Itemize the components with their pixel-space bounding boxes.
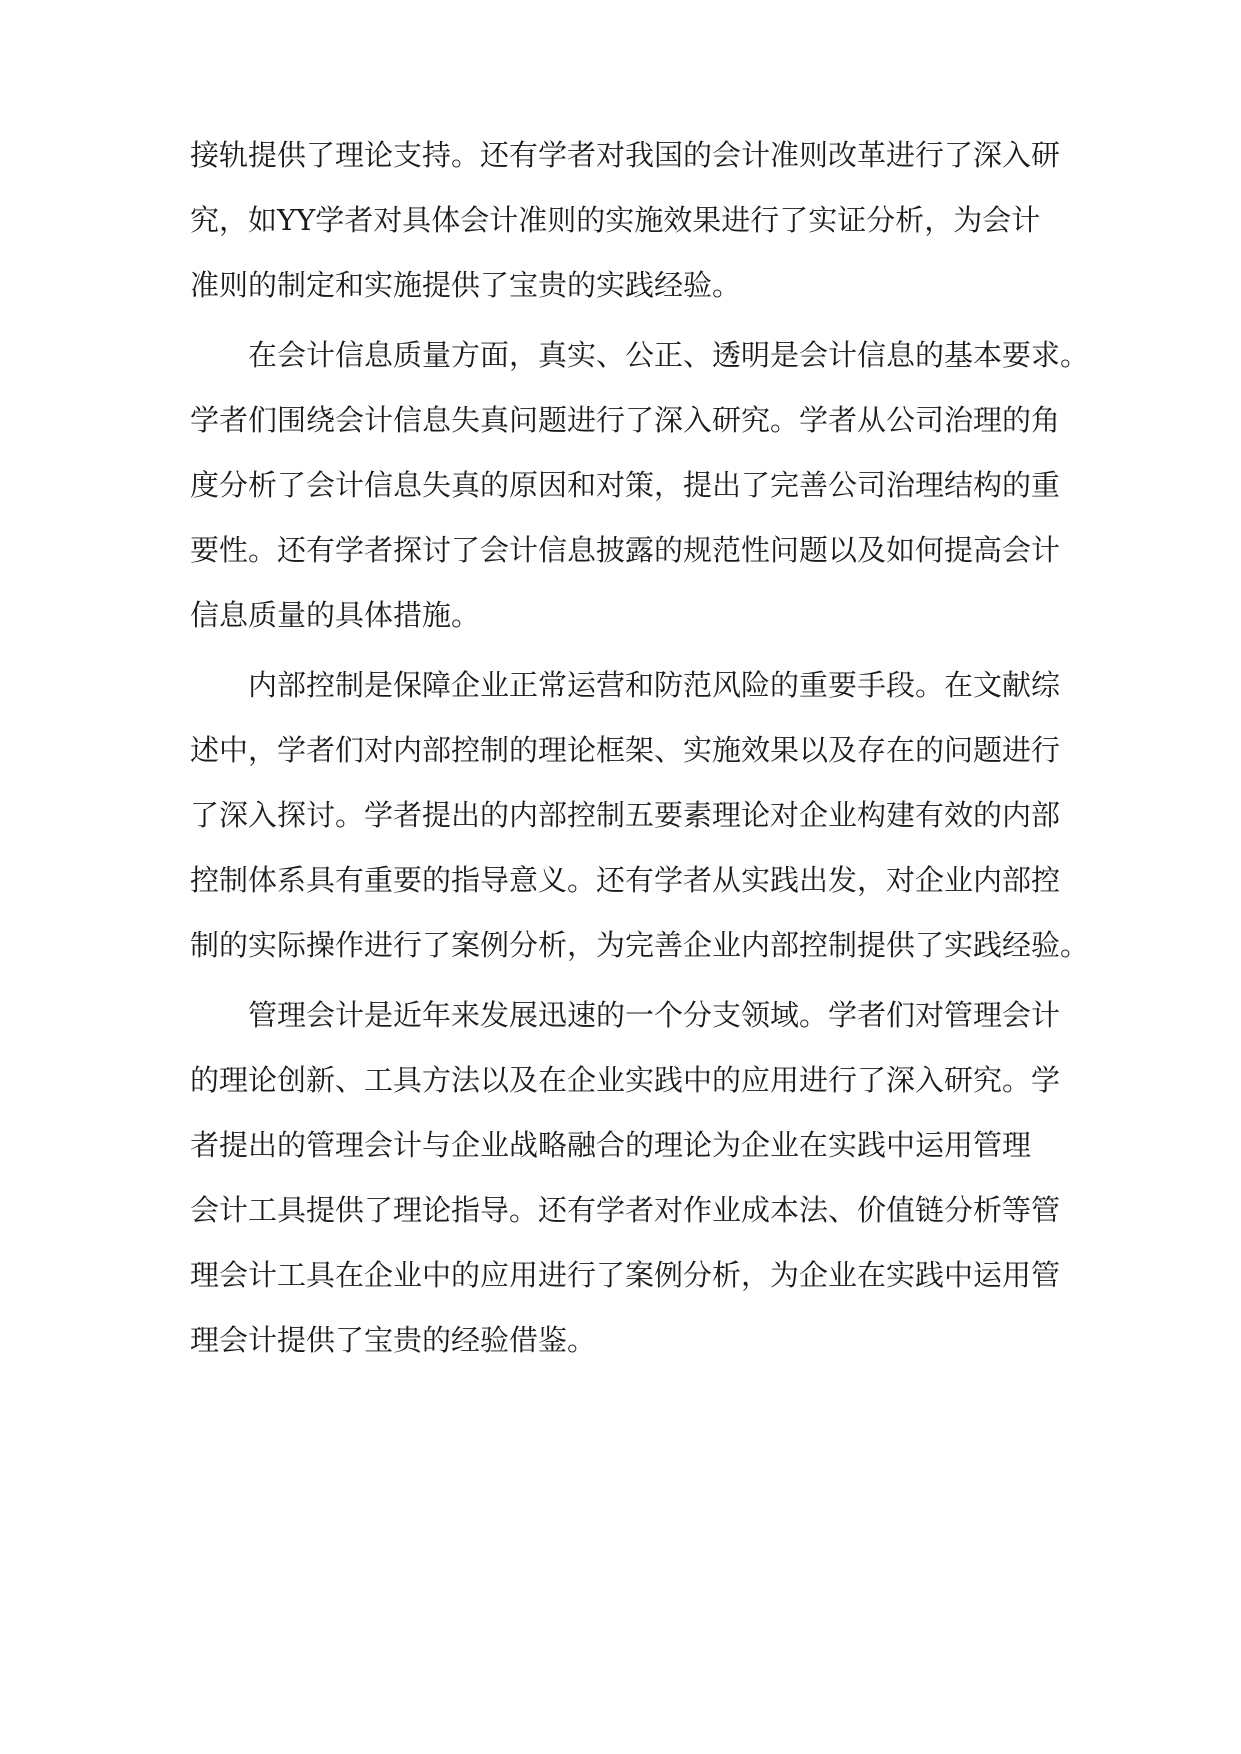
- text-line: 度分析了会计信息失真的原因和对策，提出了完善公司治理结构的重: [190, 468, 1061, 502]
- text-line: 了深入探讨。学者提出的内部控制五要素理论对企业构建有效的内部: [190, 798, 1061, 832]
- text-line: 制的实际操作进行了案例分析，为完善企业内部控制提供了实践经验。: [190, 928, 1090, 962]
- text-line: 内部控制是保障企业正常运营和防范风险的重要手段。在文献综: [248, 668, 1061, 702]
- text-line: 准则的制定和实施提供了宝贵的实践经验。: [190, 268, 742, 302]
- text-line: 述中，学者们对内部控制的理论框架、实施效果以及存在的问题进行: [190, 733, 1061, 767]
- text-line: 究，如YY学者对具体会计准则的实施效果进行了实证分析，为会计: [190, 203, 1041, 237]
- text-line: 理会计提供了宝贵的经验借鉴。: [190, 1323, 597, 1357]
- text-line: 管理会计是近年来发展迅速的一个分支领域。学者们对管理会计: [248, 998, 1061, 1032]
- text-line: 控制体系具有重要的指导意义。还有学者从实践出发，对企业内部控: [190, 863, 1061, 897]
- text-line: 要性。还有学者探讨了会计信息披露的规范性问题以及如何提高会计: [190, 533, 1061, 567]
- text-line: 会计工具提供了理论指导。还有学者对作业成本法、价值链分析等管: [190, 1193, 1061, 1227]
- text-line: 信息质量的具体措施。: [190, 598, 481, 632]
- text-line: 在会计信息质量方面，真实、公正、透明是会计信息的基本要求。: [248, 338, 1090, 372]
- text-line: 理会计工具在企业中的应用进行了案例分析，为企业在实践中运用管: [190, 1258, 1061, 1292]
- text-line: 的理论创新、工具方法以及在企业实践中的应用进行了深入研究。学: [190, 1063, 1061, 1097]
- text-line: 者提出的管理会计与企业战略融合的理论为企业在实践中运用管理: [190, 1128, 1032, 1162]
- text-line: 学者们围绕会计信息失真问题进行了深入研究。学者从公司治理的角: [190, 403, 1061, 437]
- text-line: 接轨提供了理论支持。还有学者对我国的会计准则改革进行了深入研: [190, 138, 1061, 172]
